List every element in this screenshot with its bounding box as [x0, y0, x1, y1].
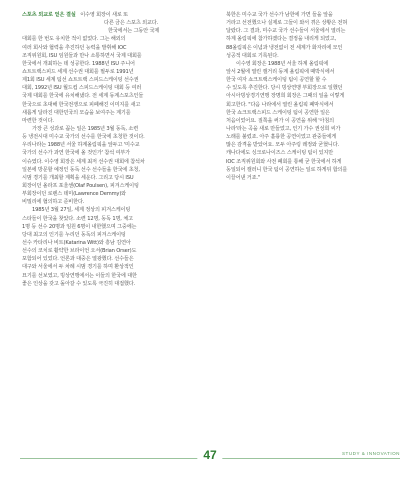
body-line: 앞서 2월에 열린 캘거리 동계 올림픽에 때박식에서 [226, 68, 335, 75]
body-line: 비밀리에 협의하고 준비한다. [22, 199, 85, 206]
body-line: 이슈였다. 이수영 회장은 세계 최저 선수권 대회에 참석차 [22, 158, 145, 165]
body-line: 대회를 한 번도 유치한 적이 없었다. 그는 해외의 [22, 36, 126, 43]
body-line: IOC 조직위원회와 사전 폐회를 통해 굳 한국에서 하게 [226, 158, 342, 165]
body-line: 노래를 불렀죠. 아주 훌륭한 공연이었고 관중들에게 [226, 134, 337, 141]
body-line: 대회, 1992년 ISU 월드컵 스피드스케이팅 대회 등 여러 [22, 85, 142, 92]
body-line: 제1회 ISU 세계 팀선 쇼트트랙 스피드스케이팅 선수권 [22, 77, 139, 84]
body-line: 많은 감격을 받았어요. 모두 아주링 레정와 굳혔니다. [226, 142, 340, 149]
running-footer-title: STUDY & INNOVATION [338, 451, 400, 457]
body-line: 88올림픽은 이념과 냉전없이 전 세계가 화자리에 모인 [226, 44, 343, 51]
body-line: 선수의 코치로 활약한 브라이언 오서(Brian Orser)도 [22, 248, 137, 255]
body-line: 일본에 방문할 예정인 동독 선수 선수들을 한국에 초청, [22, 166, 140, 173]
body-line: 당대 최고의 인기를 누리던 동독의 피겨스케이팅 [22, 231, 126, 238]
body-line: 선수 카타리나 비트(Katarina Witt)와 흥남 김연아 [22, 239, 131, 246]
body-line: 거라고 선전했으나 실제로 그들이 와서 겪은 상황은 전혀 [226, 20, 348, 27]
body-line: 1985년 3월 27일, 세계 정상의 피겨스케이팅 [32, 207, 131, 214]
body-line: 나라'라는 곡을 새로 만들었고, 인기 가수 권성희 씨가 [226, 125, 341, 132]
body-line: 한국에서는 그동안 국제 [108, 28, 160, 35]
body-line: 우리나라는 1988년 서울 하계올림픽을 앞두고 '미수교 [22, 142, 140, 149]
body-line: 한국으로 초대해 한국전쟁으로 피폐해진 이미지를 새고 [22, 101, 141, 108]
body-line: 처음이었어요. 질쪽을 써가 이 공연을 위해 '아침의 [226, 117, 334, 124]
body-line: 이수영 회장이 새로 또 [80, 12, 128, 18]
body-line: 가장 큰 성과로 꼽는 일은 1985년 3월 동독, 소련 [32, 125, 139, 132]
body-line: 조직위원회, ISU 임원들과 만나 소통하면서 국제 대회를 [22, 52, 142, 59]
body-line: 회장이던 올라프 포울센(Olaf Poulsen), 피겨스케이팅 [22, 182, 139, 189]
body-line: 포함되어 있었다. 언론과 대중은 열광했다. 선수들은 [22, 256, 134, 263]
body-line: 쇼트트랙스피드 세계 선수권 대회를 필두로 1991년 [22, 68, 134, 75]
body-line: 대구와 서울에서 두 차례 시범 경기를 하며 환상적인 [22, 264, 134, 271]
body-line: 마련한 것이다. [22, 117, 54, 124]
body-line: 성공적 대회로 기록된다. [226, 52, 279, 59]
right-column [226, 11, 400, 182]
body-line: 스타들이 한국을 찾았다. 소련 12명, 동독 1명, 체고 [22, 215, 133, 222]
body-line: 회고한다. "다음 나라에서 열린 올림픽 폐막식에서 [226, 101, 334, 108]
body-line: 1명 등 선수 20명과 임원 6명이 내한했으며 그중에는 [22, 223, 137, 230]
body-line: 이수영 회장은 1988년 서울 하계 올림픽에 [236, 60, 329, 67]
body-line: 아시아빙상경기연맹 장명희 회장은 그때의 일을 이렇게 [226, 93, 345, 100]
body-line: 여러 회사와 협력을 추진하던 능력을 발휘해 IOC [22, 44, 127, 51]
section-heading-line [22, 11, 196, 19]
body-line: 새롭게 달라진 대한민국의 모습을 보여주는 계기를 [22, 109, 131, 116]
body-line: 이끌어낸 거죠." [226, 174, 261, 181]
body-line: 한국 쇼크트랙스피드 스케이팅 팀이 공연한 일은 [226, 109, 330, 116]
body-line: 북한은 미수교 국가 선수가 남한에 가면 들을 앞을 [226, 12, 333, 18]
body-line: 한국에서 개최하는 데 성공한다. 1988년 ISU 주니어 [22, 60, 135, 67]
body-line: 묘기를 선보였고, 빙상연맹에서는 이들의 한국에 대한 [22, 272, 137, 279]
body-line: 하계 올림픽에 참가하겠다는 결정을 내리게 되었고, [226, 36, 337, 43]
page-number: 47 [197, 448, 222, 462]
body-line: 국가의 선수가 과연 한국에 올 것인가' 참석 여부가 [22, 150, 130, 157]
body-line: 다른 금은 스포츠 외교다. [104, 20, 159, 27]
body-line: 달랐다. 그 결과, 미수교 국가 선수들이 서울에서 열리는 [226, 28, 346, 35]
left-column [22, 11, 196, 288]
body-line: 수 있도록 추진한다. 당시 빙상연맹 부회장으로 일했던 [226, 85, 343, 92]
body-line: 좋은 인상을 갖고 돌아갈 수 있도록 극진히 대접했다. [22, 280, 136, 287]
section-heading: 스포츠 외교로 얻은 결실 [22, 12, 76, 18]
body-line: 동일되어 캘러니 한국 팀이 공연하는 일로 하게뒤 합의를 [226, 166, 348, 173]
body-line: 등 냉전시대 미수교 국가의 선수를 한국에 초청한 것이다. [22, 134, 145, 141]
page-footer [20, 448, 400, 462]
body-line: 캐나다에도 싱크로나이즈스 스케이팅 팀이 있지만 [226, 150, 334, 157]
body-line: 한국 여자 쇼크트랙스케이팅 팀이 공연할 할 수 [226, 77, 327, 84]
body-line: 부회장이던 로렌스 데미(Lawrence Demmy)와 [22, 191, 126, 198]
body-line: 국제 대회를 한국에 유치해냈다. 전 세계 동계스포츠인들 [22, 93, 144, 100]
body-line: 시범 경기를 개최할 계획을 세운다. 그리고 당시 ISU [22, 174, 134, 181]
